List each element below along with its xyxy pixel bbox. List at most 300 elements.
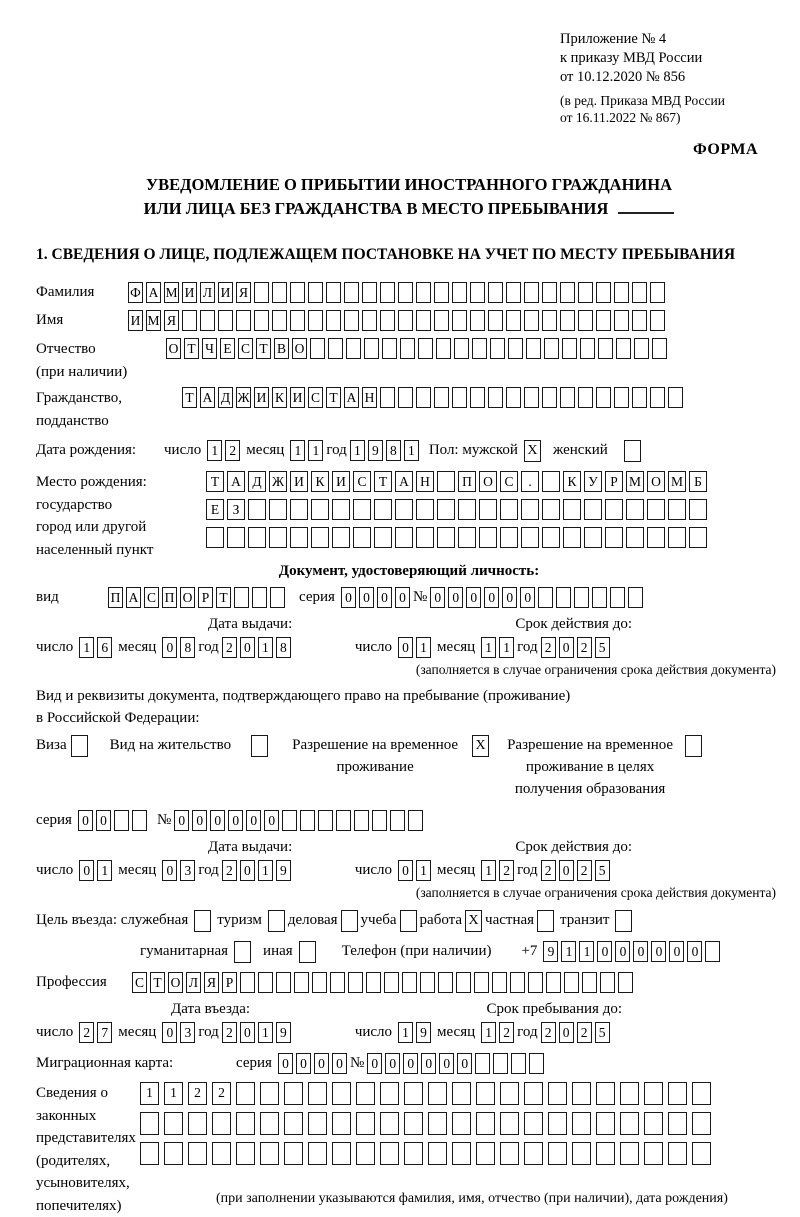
char-cell[interactable] <box>354 810 369 831</box>
char-cell[interactable] <box>584 527 602 548</box>
char-cell[interactable]: 0 <box>430 587 445 608</box>
char-cell[interactable] <box>398 310 413 331</box>
char-cell[interactable]: Ч <box>202 338 217 359</box>
char-cell[interactable]: 1 <box>481 1022 496 1043</box>
char-cell[interactable]: 1 <box>579 941 594 962</box>
char-cell[interactable] <box>420 972 435 993</box>
char-cell[interactable] <box>438 972 453 993</box>
char-cell[interactable] <box>546 972 561 993</box>
char-cell[interactable] <box>644 1142 663 1165</box>
char-cell[interactable] <box>290 310 305 331</box>
char-cell[interactable]: Е <box>220 338 235 359</box>
char-cell[interactable] <box>647 527 665 548</box>
char-cell[interactable] <box>260 1142 279 1165</box>
char-cell[interactable] <box>330 972 345 993</box>
char-cell[interactable] <box>182 310 197 331</box>
char-cell[interactable] <box>332 499 350 520</box>
char-cell[interactable] <box>479 527 497 548</box>
char-cell[interactable]: 3 <box>180 860 195 881</box>
char-cell[interactable] <box>692 1082 711 1105</box>
char-cell[interactable] <box>510 972 525 993</box>
char-cell[interactable] <box>668 527 686 548</box>
char-cell[interactable] <box>188 1142 207 1165</box>
char-cell[interactable] <box>434 387 449 408</box>
char-cell[interactable] <box>328 338 343 359</box>
char-cell[interactable] <box>632 387 647 408</box>
char-cell[interactable]: 0 <box>162 637 177 658</box>
char-cell[interactable]: П <box>458 471 476 492</box>
char-cell[interactable] <box>668 387 683 408</box>
char-cell[interactable]: 1 <box>561 941 576 962</box>
char-cell[interactable]: 9 <box>543 941 558 962</box>
char-cell[interactable] <box>610 587 625 608</box>
char-cell[interactable]: 1 <box>416 637 431 658</box>
char-cell[interactable] <box>332 1082 351 1105</box>
char-cell[interactable] <box>395 527 413 548</box>
char-cell[interactable] <box>524 1082 543 1105</box>
char-cell[interactable] <box>269 527 287 548</box>
char-cell[interactable] <box>452 310 467 331</box>
char-cell[interactable] <box>326 310 341 331</box>
char-cell[interactable]: 0 <box>651 941 666 962</box>
char-cell[interactable] <box>634 338 649 359</box>
char-cell[interactable] <box>269 499 287 520</box>
char-cell[interactable] <box>705 941 720 962</box>
char-cell[interactable]: 0 <box>96 810 111 831</box>
char-cell[interactable] <box>524 387 539 408</box>
char-cell[interactable]: 6 <box>97 637 112 658</box>
char-cell[interactable]: 0 <box>421 1053 436 1074</box>
char-cell[interactable] <box>308 1112 327 1135</box>
char-cell[interactable] <box>563 527 581 548</box>
study-checkbox[interactable] <box>400 910 417 932</box>
char-cell[interactable]: 1 <box>290 440 305 461</box>
char-cell[interactable] <box>434 282 449 303</box>
char-cell[interactable] <box>650 387 665 408</box>
char-cell[interactable] <box>524 1112 543 1135</box>
char-cell[interactable] <box>374 499 392 520</box>
char-cell[interactable]: А <box>395 471 413 492</box>
char-cell[interactable] <box>452 1082 471 1105</box>
char-cell[interactable]: 1 <box>258 860 273 881</box>
char-cell[interactable]: 0 <box>210 810 225 831</box>
char-cell[interactable]: 1 <box>404 440 419 461</box>
char-cell[interactable] <box>528 972 543 993</box>
char-cell[interactable] <box>596 1112 615 1135</box>
char-cell[interactable]: 0 <box>457 1053 472 1074</box>
char-cell[interactable] <box>353 499 371 520</box>
char-cell[interactable] <box>542 499 560 520</box>
char-cell[interactable] <box>140 1112 159 1135</box>
char-cell[interactable] <box>605 499 623 520</box>
char-cell[interactable] <box>556 587 571 608</box>
char-cell[interactable] <box>572 1142 591 1165</box>
char-cell[interactable]: 0 <box>278 1053 293 1074</box>
temp-permit-checkbox[interactable]: X <box>472 735 489 757</box>
char-cell[interactable] <box>511 1053 526 1074</box>
char-cell[interactable]: 5 <box>595 860 610 881</box>
char-cell[interactable] <box>428 1082 447 1105</box>
char-cell[interactable] <box>311 499 329 520</box>
char-cell[interactable] <box>206 527 224 548</box>
char-cell[interactable]: 0 <box>264 810 279 831</box>
char-cell[interactable] <box>476 1142 495 1165</box>
char-cell[interactable]: И <box>290 471 308 492</box>
char-cell[interactable] <box>416 282 431 303</box>
char-cell[interactable] <box>524 310 539 331</box>
char-cell[interactable]: У <box>584 471 602 492</box>
char-cell[interactable] <box>542 387 557 408</box>
char-cell[interactable] <box>236 1142 255 1165</box>
char-cell[interactable] <box>308 282 323 303</box>
char-cell[interactable]: Л <box>186 972 201 993</box>
char-cell[interactable] <box>284 1082 303 1105</box>
char-cell[interactable]: 9 <box>276 860 291 881</box>
char-cell[interactable] <box>260 1112 279 1135</box>
char-cell[interactable]: О <box>292 338 307 359</box>
char-cell[interactable] <box>500 1082 519 1105</box>
char-cell[interactable] <box>248 527 266 548</box>
char-cell[interactable]: Т <box>374 471 392 492</box>
char-cell[interactable] <box>290 282 305 303</box>
char-cell[interactable] <box>248 499 266 520</box>
char-cell[interactable] <box>227 527 245 548</box>
char-cell[interactable]: О <box>168 972 183 993</box>
char-cell[interactable] <box>276 972 291 993</box>
char-cell[interactable]: 2 <box>541 860 556 881</box>
char-cell[interactable] <box>356 1082 375 1105</box>
char-cell[interactable] <box>644 1112 663 1135</box>
char-cell[interactable]: Д <box>248 471 266 492</box>
char-cell[interactable]: Ж <box>236 387 251 408</box>
char-cell[interactable]: И <box>218 282 233 303</box>
char-cell[interactable]: Т <box>216 587 231 608</box>
char-cell[interactable] <box>605 527 623 548</box>
char-cell[interactable]: С <box>353 471 371 492</box>
char-cell[interactable] <box>356 1142 375 1165</box>
char-cell[interactable] <box>311 527 329 548</box>
char-cell[interactable] <box>542 282 557 303</box>
char-cell[interactable]: 0 <box>559 637 574 658</box>
char-cell[interactable] <box>488 282 503 303</box>
char-cell[interactable] <box>380 1142 399 1165</box>
char-cell[interactable]: 1 <box>164 1082 183 1105</box>
char-cell[interactable] <box>616 338 631 359</box>
char-cell[interactable] <box>596 1082 615 1105</box>
char-cell[interactable] <box>475 1053 490 1074</box>
char-cell[interactable]: 9 <box>416 1022 431 1043</box>
char-cell[interactable] <box>580 338 595 359</box>
char-cell[interactable]: 0 <box>79 860 94 881</box>
char-cell[interactable] <box>689 527 707 548</box>
char-cell[interactable] <box>380 387 395 408</box>
char-cell[interactable] <box>326 282 341 303</box>
char-cell[interactable]: Р <box>605 471 623 492</box>
char-cell[interactable]: А <box>200 387 215 408</box>
char-cell[interactable] <box>563 499 581 520</box>
char-cell[interactable]: 0 <box>395 587 410 608</box>
char-cell[interactable]: А <box>146 282 161 303</box>
char-cell[interactable] <box>500 499 518 520</box>
char-cell[interactable] <box>668 1112 687 1135</box>
char-cell[interactable]: М <box>668 471 686 492</box>
char-cell[interactable] <box>452 1112 471 1135</box>
char-cell[interactable] <box>408 810 423 831</box>
char-cell[interactable] <box>452 387 467 408</box>
char-cell[interactable] <box>572 1082 591 1105</box>
char-cell[interactable] <box>140 1142 159 1165</box>
business-checkbox[interactable] <box>341 910 358 932</box>
char-cell[interactable] <box>521 499 539 520</box>
char-cell[interactable] <box>300 810 315 831</box>
work-checkbox[interactable]: X <box>465 910 482 932</box>
char-cell[interactable] <box>218 310 233 331</box>
char-cell[interactable] <box>114 810 129 831</box>
char-cell[interactable] <box>454 338 469 359</box>
char-cell[interactable]: А <box>227 471 245 492</box>
char-cell[interactable]: 0 <box>192 810 207 831</box>
char-cell[interactable]: Т <box>256 338 271 359</box>
char-cell[interactable] <box>380 310 395 331</box>
char-cell[interactable]: 9 <box>368 440 383 461</box>
char-cell[interactable] <box>562 338 577 359</box>
char-cell[interactable] <box>500 1112 519 1135</box>
char-cell[interactable] <box>236 1082 255 1105</box>
char-cell[interactable] <box>529 1053 544 1074</box>
char-cell[interactable] <box>398 387 413 408</box>
female-checkbox[interactable] <box>624 440 641 462</box>
char-cell[interactable] <box>560 282 575 303</box>
char-cell[interactable] <box>578 282 593 303</box>
char-cell[interactable]: О <box>479 471 497 492</box>
char-cell[interactable]: 1 <box>97 860 112 881</box>
char-cell[interactable]: 3 <box>180 1022 195 1043</box>
char-cell[interactable]: 0 <box>162 860 177 881</box>
char-cell[interactable] <box>212 1112 231 1135</box>
char-cell[interactable]: Т <box>184 338 199 359</box>
char-cell[interactable] <box>284 1142 303 1165</box>
char-cell[interactable]: 0 <box>669 941 684 962</box>
char-cell[interactable] <box>620 1082 639 1105</box>
char-cell[interactable] <box>372 810 387 831</box>
char-cell[interactable] <box>572 1112 591 1135</box>
char-cell[interactable]: 0 <box>367 1053 382 1074</box>
char-cell[interactable] <box>492 972 507 993</box>
char-cell[interactable] <box>626 527 644 548</box>
char-cell[interactable]: 0 <box>398 860 413 881</box>
char-cell[interactable] <box>437 499 455 520</box>
char-cell[interactable] <box>434 310 449 331</box>
char-cell[interactable]: 0 <box>448 587 463 608</box>
char-cell[interactable]: С <box>238 338 253 359</box>
char-cell[interactable]: 1 <box>258 637 273 658</box>
char-cell[interactable] <box>428 1142 447 1165</box>
char-cell[interactable]: 2 <box>188 1082 207 1105</box>
char-cell[interactable] <box>236 1112 255 1135</box>
char-cell[interactable]: И <box>128 310 143 331</box>
char-cell[interactable]: 2 <box>222 860 237 881</box>
char-cell[interactable]: Е <box>206 499 224 520</box>
char-cell[interactable]: 1 <box>308 440 323 461</box>
char-cell[interactable] <box>668 499 686 520</box>
char-cell[interactable]: 1 <box>207 440 222 461</box>
char-cell[interactable] <box>548 1082 567 1105</box>
char-cell[interactable] <box>548 1112 567 1135</box>
char-cell[interactable] <box>402 972 417 993</box>
char-cell[interactable]: 0 <box>559 860 574 881</box>
char-cell[interactable]: Р <box>198 587 213 608</box>
char-cell[interactable] <box>356 1112 375 1135</box>
char-cell[interactable]: 0 <box>615 941 630 962</box>
char-cell[interactable] <box>418 338 433 359</box>
char-cell[interactable] <box>542 527 560 548</box>
char-cell[interactable] <box>332 1142 351 1165</box>
char-cell[interactable] <box>404 1112 423 1135</box>
char-cell[interactable] <box>458 527 476 548</box>
char-cell[interactable]: 2 <box>212 1082 231 1105</box>
official-checkbox[interactable] <box>194 910 211 932</box>
char-cell[interactable] <box>488 310 503 331</box>
char-cell[interactable] <box>270 587 285 608</box>
char-cell[interactable] <box>428 1112 447 1135</box>
char-cell[interactable] <box>344 282 359 303</box>
char-cell[interactable]: 1 <box>481 637 496 658</box>
char-cell[interactable] <box>600 972 615 993</box>
char-cell[interactable] <box>380 1082 399 1105</box>
char-cell[interactable] <box>236 310 251 331</box>
char-cell[interactable]: О <box>647 471 665 492</box>
char-cell[interactable] <box>212 1142 231 1165</box>
char-cell[interactable] <box>493 1053 508 1074</box>
char-cell[interactable] <box>380 1112 399 1135</box>
char-cell[interactable] <box>398 282 413 303</box>
char-cell[interactable] <box>596 282 611 303</box>
char-cell[interactable] <box>310 338 325 359</box>
char-cell[interactable] <box>490 338 505 359</box>
char-cell[interactable]: К <box>563 471 581 492</box>
char-cell[interactable]: Я <box>164 310 179 331</box>
edu-permit-checkbox[interactable] <box>685 735 702 757</box>
char-cell[interactable]: 0 <box>633 941 648 962</box>
char-cell[interactable]: 0 <box>341 587 356 608</box>
char-cell[interactable] <box>584 499 602 520</box>
char-cell[interactable]: 2 <box>541 1022 556 1043</box>
char-cell[interactable] <box>650 310 665 331</box>
char-cell[interactable]: 7 <box>97 1022 112 1043</box>
char-cell[interactable]: 0 <box>377 587 392 608</box>
char-cell[interactable] <box>647 499 665 520</box>
char-cell[interactable] <box>188 1112 207 1135</box>
char-cell[interactable]: 0 <box>332 1053 347 1074</box>
residence-permit-checkbox[interactable] <box>251 735 268 757</box>
char-cell[interactable] <box>592 587 607 608</box>
char-cell[interactable] <box>479 499 497 520</box>
char-cell[interactable] <box>332 1112 351 1135</box>
char-cell[interactable]: Я <box>236 282 251 303</box>
char-cell[interactable]: И <box>254 387 269 408</box>
char-cell[interactable] <box>390 810 405 831</box>
male-checkbox[interactable]: X <box>524 440 541 462</box>
char-cell[interactable]: 1 <box>499 637 514 658</box>
char-cell[interactable]: К <box>272 387 287 408</box>
char-cell[interactable] <box>374 527 392 548</box>
char-cell[interactable] <box>508 338 523 359</box>
char-cell[interactable] <box>596 1142 615 1165</box>
char-cell[interactable] <box>452 282 467 303</box>
char-cell[interactable] <box>521 527 539 548</box>
char-cell[interactable]: 0 <box>78 810 93 831</box>
char-cell[interactable] <box>404 1142 423 1165</box>
char-cell[interactable]: 0 <box>385 1053 400 1074</box>
char-cell[interactable]: С <box>308 387 323 408</box>
char-cell[interactable]: З <box>227 499 245 520</box>
char-cell[interactable]: Б <box>689 471 707 492</box>
char-cell[interactable]: 2 <box>225 440 240 461</box>
char-cell[interactable] <box>598 338 613 359</box>
char-cell[interactable]: 0 <box>240 637 255 658</box>
char-cell[interactable]: 2 <box>577 637 592 658</box>
char-cell[interactable] <box>650 282 665 303</box>
char-cell[interactable] <box>254 310 269 331</box>
char-cell[interactable] <box>506 387 521 408</box>
char-cell[interactable] <box>395 499 413 520</box>
char-cell[interactable]: 1 <box>481 860 496 881</box>
char-cell[interactable]: И <box>182 282 197 303</box>
char-cell[interactable]: 2 <box>222 1022 237 1043</box>
char-cell[interactable]: Ф <box>128 282 143 303</box>
char-cell[interactable] <box>272 282 287 303</box>
char-cell[interactable]: М <box>146 310 161 331</box>
char-cell[interactable] <box>240 972 255 993</box>
char-cell[interactable] <box>560 310 575 331</box>
char-cell[interactable]: 0 <box>484 587 499 608</box>
char-cell[interactable] <box>692 1142 711 1165</box>
char-cell[interactable]: 9 <box>276 1022 291 1043</box>
char-cell[interactable] <box>258 972 273 993</box>
char-cell[interactable] <box>364 338 379 359</box>
char-cell[interactable] <box>476 1112 495 1135</box>
char-cell[interactable] <box>470 310 485 331</box>
char-cell[interactable]: 1 <box>79 637 94 658</box>
char-cell[interactable]: 5 <box>595 1022 610 1043</box>
char-cell[interactable]: 0 <box>162 1022 177 1043</box>
char-cell[interactable] <box>620 1112 639 1135</box>
char-cell[interactable] <box>362 310 377 331</box>
char-cell[interactable] <box>574 587 589 608</box>
char-cell[interactable] <box>488 387 503 408</box>
char-cell[interactable] <box>290 499 308 520</box>
char-cell[interactable]: П <box>108 587 123 608</box>
char-cell[interactable] <box>234 587 249 608</box>
char-cell[interactable] <box>500 527 518 548</box>
char-cell[interactable]: 8 <box>276 637 291 658</box>
char-cell[interactable] <box>308 310 323 331</box>
char-cell[interactable] <box>470 387 485 408</box>
char-cell[interactable] <box>164 1142 183 1165</box>
char-cell[interactable]: 1 <box>398 1022 413 1043</box>
char-cell[interactable]: Р <box>222 972 237 993</box>
char-cell[interactable]: 1 <box>258 1022 273 1043</box>
char-cell[interactable] <box>404 1082 423 1105</box>
char-cell[interactable]: 0 <box>296 1053 311 1074</box>
char-cell[interactable]: 2 <box>499 860 514 881</box>
char-cell[interactable] <box>692 1112 711 1135</box>
humanitarian-checkbox[interactable] <box>234 941 251 963</box>
char-cell[interactable] <box>312 972 327 993</box>
char-cell[interactable]: 0 <box>687 941 702 962</box>
char-cell[interactable]: Л <box>200 282 215 303</box>
char-cell[interactable] <box>437 471 455 492</box>
